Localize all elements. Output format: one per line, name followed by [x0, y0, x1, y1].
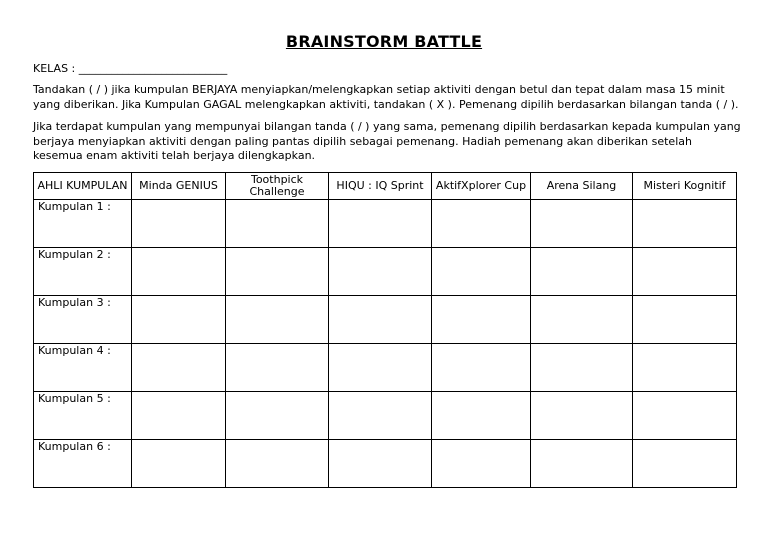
- score-cell[interactable]: [132, 392, 226, 440]
- table-row: [34, 392, 737, 440]
- score-cell[interactable]: [432, 392, 531, 440]
- score-cell[interactable]: [329, 296, 432, 344]
- header-ahli-kumpulan: AHLI KUMPULAN: [34, 173, 132, 200]
- score-cell[interactable]: [226, 440, 329, 488]
- score-cell[interactable]: [633, 248, 737, 296]
- header-toothpick-challenge: Toothpick Challenge: [226, 173, 329, 200]
- row-label-kumpulan-6: Kumpulan 6 :: [34, 440, 132, 488]
- score-cell[interactable]: [531, 344, 633, 392]
- score-cell[interactable]: [132, 344, 226, 392]
- score-cell[interactable]: [633, 344, 737, 392]
- kelas-field: KELAS : ___________________________: [33, 62, 228, 75]
- table-row: [34, 440, 737, 488]
- score-cell[interactable]: [132, 296, 226, 344]
- row-label-kumpulan-4: Kumpulan 4 :: [34, 344, 132, 392]
- instruction-paragraph-2: Jika terdapat kumpulan yang mempunyai bilangan tanda ( / ) yang sama, pemenang dipilih berdasarkan kepada kumpulan yang berjaya menyiapkan aktiviti dengan paling pantas dipilih sebagai pemenang. Hadiah pemenang akan diberikan setelah kesemua enam aktiviti telah berjaya dilengkapkan.: [33, 120, 741, 162]
- score-cell[interactable]: [132, 200, 226, 248]
- score-cell[interactable]: [329, 344, 432, 392]
- score-table: [33, 172, 737, 488]
- score-cell[interactable]: [531, 392, 633, 440]
- score-cell[interactable]: [432, 440, 531, 488]
- instruction-paragraph-1: Tandakan ( / ) jika kumpulan BERJAYA menyiapkan/melengkapkan setiap aktiviti dengan betul dan tepat dalam masa 15 minit yang diberikan. Jika Kumpulan GAGAL melengkapkan aktiviti, tandakan ( X ). Pemenang dipilih berdasarkan bilangan tanda ( / ).: [33, 83, 739, 111]
- row-label-kumpulan-1: Kumpulan 1 :: [34, 200, 132, 248]
- score-cell[interactable]: [329, 200, 432, 248]
- score-cell[interactable]: [226, 392, 329, 440]
- row-label-kumpulan-3: Kumpulan 3 :: [34, 296, 132, 344]
- score-cell[interactable]: [226, 200, 329, 248]
- score-cell[interactable]: [531, 248, 633, 296]
- score-cell[interactable]: [432, 200, 531, 248]
- score-cell[interactable]: [432, 296, 531, 344]
- score-cell[interactable]: [329, 248, 432, 296]
- score-cell[interactable]: [132, 440, 226, 488]
- score-cell[interactable]: [226, 248, 329, 296]
- row-label-kumpulan-5: Kumpulan 5 :: [34, 392, 132, 440]
- score-cell[interactable]: [432, 248, 531, 296]
- table-row: [34, 200, 737, 248]
- score-cell[interactable]: [531, 296, 633, 344]
- score-cell[interactable]: [633, 296, 737, 344]
- document-title: BRAINSTORM BATTLE: [285, 32, 483, 51]
- score-cell[interactable]: [633, 392, 737, 440]
- score-cell[interactable]: [531, 200, 633, 248]
- header-minda-genius: Minda GENIUS: [132, 173, 226, 200]
- table-row: [34, 296, 737, 344]
- score-cell[interactable]: [329, 440, 432, 488]
- header-hiqu-iq-sprint: HIQU : IQ Sprint: [329, 173, 432, 200]
- score-cell[interactable]: [432, 344, 531, 392]
- header-arena-silang: Arena Silang: [531, 173, 633, 200]
- table-header-row: [34, 173, 737, 200]
- score-cell[interactable]: [132, 248, 226, 296]
- header-misteri-kognitif: Misteri Kognitif: [633, 173, 737, 200]
- score-cell[interactable]: [329, 392, 432, 440]
- table-row: [34, 248, 737, 296]
- score-cell[interactable]: [633, 200, 737, 248]
- table-row: [34, 344, 737, 392]
- score-cell[interactable]: [226, 344, 329, 392]
- row-label-kumpulan-2: Kumpulan 2 :: [34, 248, 132, 296]
- score-cell[interactable]: [226, 296, 329, 344]
- score-cell[interactable]: [531, 440, 633, 488]
- header-aktifxplorer-cup: AktifXplorer Cup: [432, 173, 531, 200]
- score-cell[interactable]: [633, 440, 737, 488]
